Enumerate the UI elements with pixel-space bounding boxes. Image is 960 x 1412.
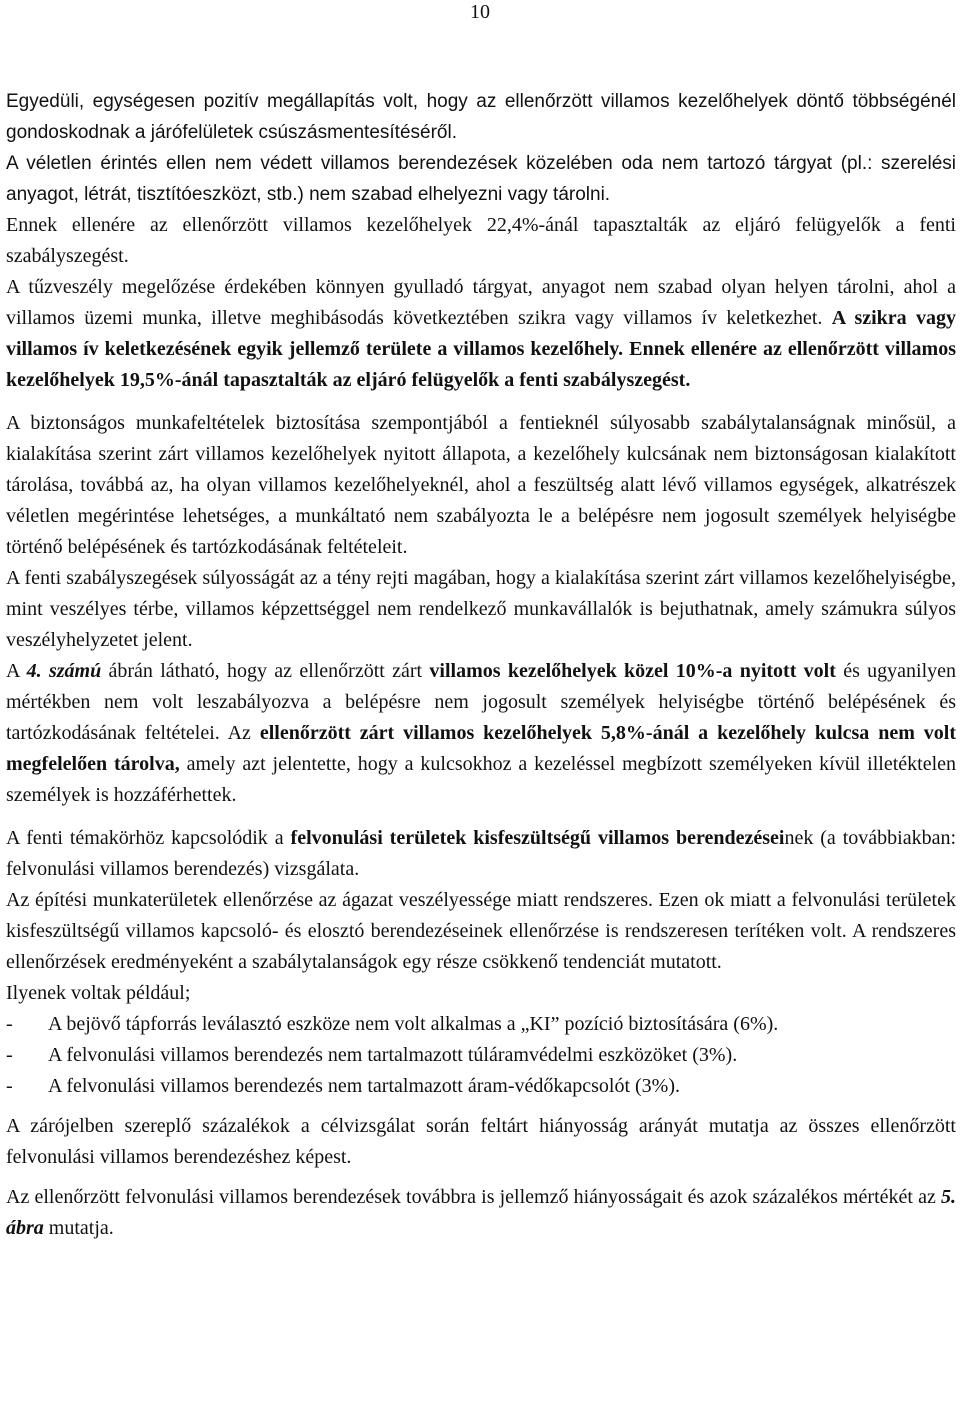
list-item-text: A bejövő tápforrás leválasztó eszköze nem volt alkalmas a „KI” pozíció biztosítására (6%). bbox=[48, 1013, 779, 1035]
paragraph-text: Az építési munkaterületek ellenőrzése az ágazat veszélyessége miatt rendszeres. Ezen ok miatt a felvonulási területek kisfeszültségű villamos kapcsoló- és elosztó berendezéseinek ellenőrzése is rendszeresen terítéken volt. A rendszeres ellenőrzések eredményeként a szabálytalanságok egy része csökkenő tendenciát mutatott. bbox=[6, 889, 956, 973]
figure-reference: 5. ábra bbox=[6, 1186, 956, 1239]
dash-bullet: - bbox=[6, 1075, 13, 1097]
paragraph-figure-5 bbox=[6, 1182, 956, 1244]
figure-reference: 4. számú bbox=[26, 660, 102, 682]
paragraph-text: mutatja. bbox=[43, 1217, 114, 1239]
list-item bbox=[6, 1040, 956, 1071]
paragraph-text: Ennek ellenére az ellenőrzött villamos kezelőhelyek 22,4%-ánál tapasztalták az eljáró felügyelők a fenti szabályszegést. bbox=[6, 214, 956, 267]
paragraph-text: ábrán látható, hogy az ellenőrzött zárt bbox=[101, 660, 430, 682]
paragraph-text: Ilyenek voltak például; bbox=[6, 982, 191, 1004]
paragraph-text: A fenti szabályszegések súlyosságát az a tény rejti magában, hogy a kialakítása szerint zárt villamos kezelőhelyiségbe, mint veszélyes térbe, villamos képzettséggel nem rendelkező munkavállalók is bejuthatnak, amely számukra súlyos veszélyhelyzetet jelent. bbox=[6, 567, 956, 651]
paragraph-text: A zárójelben szereplő százalékok a célvizsgálat során feltárt hiányosság arányát mutatja az összes ellenőrzött felvonulási villamos berendezéshez képest. bbox=[6, 1115, 956, 1168]
page-number: 10 bbox=[470, 1, 490, 23]
paragraph-figure-4 bbox=[6, 656, 956, 811]
paragraph-text: amely azt jelentette, hogy a kulcsokhoz a kezeléssel megbízott személyeken kívül illetéktelen személyek is hozzáférhettek. bbox=[6, 753, 957, 806]
list-item bbox=[6, 1071, 956, 1102]
paragraph-text: A véletlen érintés ellen nem védett villamos berendezések közelében oda nem tartozó tárgyat (pl.: szerelési anyagot, létrát, tisztítóeszközt, stb.) nem szabad elhelyezni vagy tárolni. bbox=[6, 153, 956, 205]
paragraph-violation-22 bbox=[6, 210, 956, 272]
paragraph-text: A fenti témakörhöz kapcsolódik a bbox=[6, 827, 291, 849]
list-item-text: A felvonulási villamos berendezés nem tartalmazott túláramvédelmi eszközöket (3%). bbox=[48, 1044, 738, 1066]
paragraph-examples-intro bbox=[6, 978, 956, 1009]
bold-text: A szikra vagy villamos ív keletkezésének egyik jellemző területe a villamos kezelőhely. bbox=[6, 307, 957, 360]
paragraph-construction-checks bbox=[6, 885, 956, 978]
list-item bbox=[6, 1009, 956, 1040]
dash-bullet: - bbox=[6, 1013, 13, 1035]
paragraph-severity bbox=[6, 563, 956, 656]
paragraph-storage-rule bbox=[6, 148, 956, 210]
dash-bullet: - bbox=[6, 1044, 13, 1066]
paragraph-text: A tűzveszély megelőzése érdekében könnyen gyulladó tárgyat, anyagot nem szabad olyan helyen tárolni, ahol a villamos üzemi munka, illetve meghibásodás következtében szikra vagy villamos ív keletkezhet. bbox=[6, 276, 956, 329]
deficiency-list bbox=[6, 1009, 956, 1102]
paragraph-text: A bbox=[6, 660, 27, 682]
bold-text: felvonulási területek kisfeszültségű villamos berendezései bbox=[290, 827, 785, 849]
bold-text: villamos kezelőhelyek közel 10%-a nyitott volt bbox=[429, 660, 836, 682]
bold-text: Ennek ellenére az ellenőrzött villamos kezelőhelyek 19,5%-ánál tapasztalták az eljáró felügyelők a fenti szabályszegést. bbox=[6, 338, 957, 391]
paragraph-site-equipment bbox=[6, 823, 956, 885]
paragraph-text: nek (a továbbiakban: felvonulási villamos berendezés) vizsgálata. bbox=[6, 827, 957, 880]
bold-text: ellenőrzött zárt villamos kezelőhelyek 5,8%-ánál a kezelőhely kulcsa nem volt megfelelően tárolva, bbox=[6, 722, 956, 775]
paragraph-fire-hazard bbox=[6, 272, 956, 396]
paragraph-text: A biztonságos munkafeltételek biztosítása szempontjából a fentieknél súlyosabb szabálytalanságnak minősül, a kialakítása szerint zárt villamos kezelőhelyek nyitott állapota, a kezelőhely kulcsának nem biztonságosan kialakított tárolása, továbbá az, ha olyan villamos kezelőhelyeknél, ahol a feszültség alatt lévő villamos egységek, alkatrészek véletlen megérintése lehetséges, a munkáltató nem szabályozta le a belépésre nem jogosult személyek helyiségbe történő belépésének és tartózkodásának feltételeit. bbox=[6, 412, 956, 558]
paragraph-safe-working bbox=[6, 408, 956, 563]
list-item-text: A felvonulási villamos berendezés nem tartalmazott áram-védőkapcsolót (3%). bbox=[48, 1075, 681, 1097]
paragraph-text: Az ellenőrzött felvonulási villamos berendezések továbbra is jellemző hiányosságait és azok százalékos mértékét az bbox=[6, 1186, 941, 1208]
paragraph-text: és ugyanilyen mértékben nem volt leszabályozva a belépésre nem jogosult személyek helyiségbe történő belépésének és tartózkodásának feltételei. Az bbox=[6, 660, 957, 744]
paragraph-percent-note bbox=[6, 1111, 956, 1173]
paragraph-text: Egyedüli, egységesen pozitív megállapítás volt, hogy az ellenőrzött villamos kezelőhelyek döntő többségénél gondoskodnak a járófelületek csúszásmentesítéséről. bbox=[6, 91, 956, 143]
paragraph-slip-resistance bbox=[6, 86, 956, 148]
document-body bbox=[6, 86, 956, 1244]
